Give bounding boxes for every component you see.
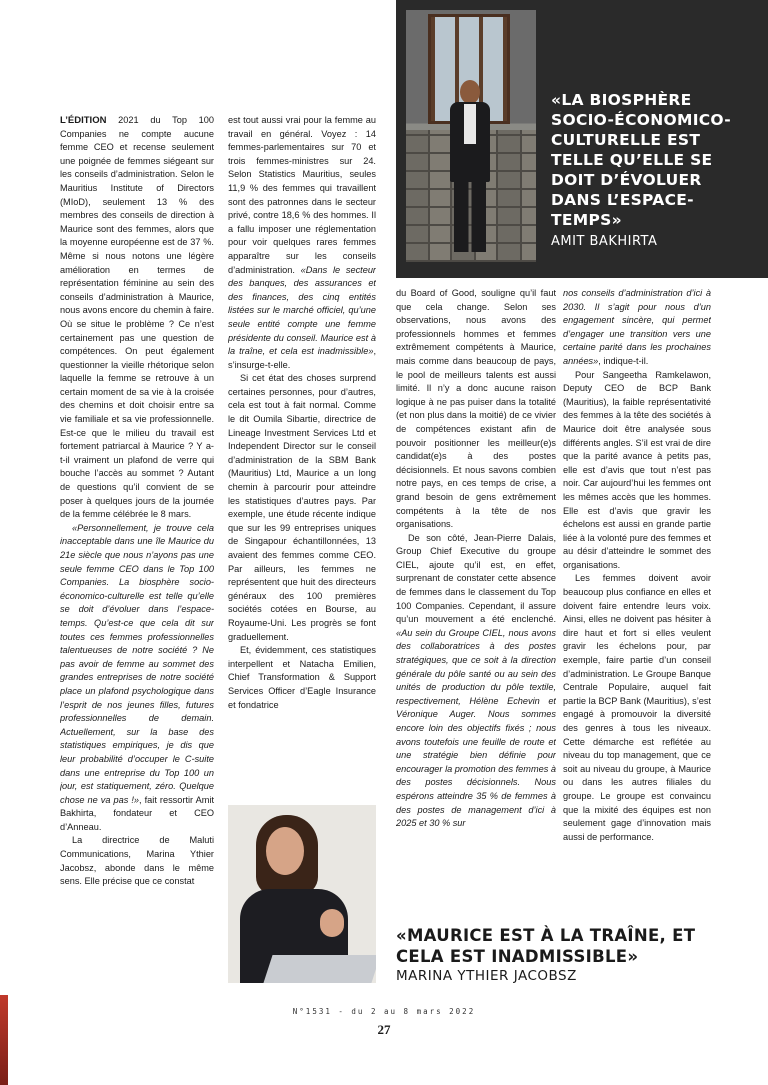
paragraph: Si cet état des choses surprend certaines personnes, pour d’autres, cela est tout à fait normal. Comme le dit Oumila Sibartie, directrice de Lineage Investment Services Ltd et Independent Director sur le conseil d’administration de la SBM Bank (Mauritius) Ltd, Maurice a un long chemin à parcourir pour atteindre les statistiques d’autres pays. Par exemple, une étude récente indique que sur les 99 entreprises uniques de Singapour échantillonnées, 13 avaient des femmes comme CEO. Par ailleurs, les femmes ne représentent que huit des directeurs généraux des 100 premières sociétés cotées en Bourse, au Royaume-Uni. Les progrès se font graduellement. — [228, 373, 376, 642]
quote-text: «Personnellement, je trouve cela inacceptable dans une île Maurice du 21e siècle que nous n’ayons pas une seule femme CEO dans le Top 100 Companies. La biosphère socio-économico-culturelle est telle qu’elle se doit d’évoluer dans l’espace-temps. Qu’est-ce que cela dit sur toutes ces femmes professionnelles talentueuses de notre société ? Ne pas avoir de femme au sommet des grandes entreprises de notre société place un plafond psychologique dans l’esprit de nos jeunes filles, futures professionnelles de demain. Actuellement, sur la base des statistiques empiriques, je dis que leur probabilité d’occuper le C-suite dans une entreprise du Top 100 un jour, est statiquement, zéro. Quelque chose ne va pas !» — [60, 522, 214, 805]
paragraph — [60, 114, 214, 522]
article-column-4 — [563, 287, 711, 907]
quote-text: «Au sein du Groupe CIEL, nous avons des collaboratrices à des postes stratégiques, que ce soit à la direction générale du pôle santé ou au sein des unités de production du pôle textile, respectivement, Hélène Echevin et Véronique Auger. Nous sommes encore loin des objectifs fixés ; nous avons toutefois une feuille de route et une stratégie bien définie pour encourager la promotion des femmes à des postes décisionnels. Nous espérons atteindre 35 % de femmes à des postes de management d’ici à 2025 et 30 % sur — [396, 627, 556, 829]
portrait-photo-woman — [228, 805, 376, 983]
text: De son côté, Jean-Pierre Dalais, Group Chief Executive du groupe CIEL, ajoute qu’il est, en effet, surprenant de constater cette absence de femmes dans le classement du Top 100 Companies. Cependant, il assure qu’un mouvement a été enclenché. — [396, 532, 556, 625]
lead-word: L’ÉDITION — [60, 115, 107, 126]
photo-figure-hand — [320, 909, 344, 937]
article-column-2 — [228, 114, 376, 794]
text: , s’insurge-t-elle. — [228, 346, 376, 370]
text: est tout aussi vrai pour la femme au travail en général. Voyez : 14 femmes-parlementaires sur 70 et trois femmes-ministres sur 24. Selon Statistics Mauritius, seules 11,9 % des femmes qui travaillent sont des patronnes dans le secteur privé, contre 18,6 % des hommes. Il a fallu imposer une réglementation pour voir quelques rares femmes apparaître sur les conseils d’administration. — [228, 115, 376, 275]
photo-figure-head — [460, 80, 480, 104]
text: , indique-t-il. — [598, 355, 649, 366]
paragraph: La directrice de Maluti Communications, Marina Ythier Jacobsz, abonde dans le même sens. Elle précise que ce constat — [60, 835, 214, 887]
article-column-1 — [60, 114, 214, 984]
quote-text: «Dans le secteur des banques, des assurances et des finances, des cinq entités listées sur le marché officiel, qu’une seule entité compte une femme présidente du conseil. Maurice est à la traîne, et cela est inadmissible» — [228, 264, 376, 357]
pull-quote-1-author: AMIT BAKHIRTA — [551, 234, 658, 249]
photo-laptop — [263, 955, 376, 983]
photo-figure-face — [266, 827, 304, 875]
quote-text: nos conseils d’administration d’ici à 2030. Il s’agit pour nous d’un engagement sincère, qui permet d’engager une transition vers une certaine parité dans les prochaines années» — [563, 288, 711, 366]
pull-quote-2: «MAURICE EST À LA TRAÎNE, ET CELA EST INADMISSIBLE» — [396, 926, 696, 966]
text: , fait ressortir Amit Bakhirta, fondateur et CEO d’Anneau. — [60, 794, 214, 832]
photo-figure-shirt — [464, 104, 476, 144]
paragraph — [563, 287, 711, 369]
paragraph — [396, 532, 556, 831]
article-column-3 — [396, 287, 556, 927]
photo-figure-legs — [454, 180, 486, 252]
pull-quote-2-author: MARINA YTHIER JACOBSZ — [396, 968, 577, 984]
page-number: 27 — [377, 1022, 391, 1037]
issue-info: N°1531 - du 2 au 8 mars 2022 — [292, 1007, 476, 1016]
paragraph: du Board of Good, souligne qu’il faut que cela change. Selon ses observations, nous avons des professionnels hommes et femmes extrêmement compétents à Maurice, mais comme dans beaucoup de pays, le pool de meilleurs talents est aussi limité. Il n’y a donc aucune raison logique à ne pas puiser dans la totalité (et non plus dans la moitié) de ce vivier de compétences existant afin de pouvoir positionner les meilleur(e)s candidat(e)s à des postes décisionnels. Et nous savons combien notre pays, en ces temps de crise, a grand besoin de gens extrêmement compétents à la tête de nos organisations. — [396, 288, 556, 530]
paragraph: Les femmes doivent avoir beaucoup plus confiance en elles et doivent faire entendre leurs voix. Ainsi, elles ne doivent pas hésiter à dire haut et fort si elles veulent gravir les échelons pour, par exemple, faire partie d’un conseil d’administration. Le Groupe Banque Centrale Populaire, auquel fait partie la BCP Bank (Mauritius), s’est engagé à promouvoir la diversité des genres à tous les niveaux. Cette démarche est reflétée au niveau du top management, que ce soit au niveau du groupe, à Maurice ou dans les autres filiales du groupe. Le groupe est convaincu que la mixité des équipes est non seulement gage d’innovation mais aussi de performance. — [563, 573, 711, 842]
paragraph — [60, 522, 214, 835]
paragraph: Pour Sangeetha Ramkelawon, Deputy CEO de BCP Bank (Mauritius), la faible représentativité des femmes à la tête des sociétés à Maurice doit être analysée sous différents angles. S’il est vrai de dire que la parité avance à petits pas, elle est d’avis que tout n’est pas noir. Car aujourd’hui les femmes ont les mêmes accès que les hommes. Elle est d’avis que gravir les échelons est aussi en grande partie liée à la volonté pure des femmes et au désir d’atteindre le sommet des organisations. — [563, 369, 711, 570]
pull-quote-1: «LA BIOSPHÈRE SOCIO-ÉCONOMICO-CULTURELLE EST TELLE QU’ELLE SE DOIT D’ÉVOLUER DANS L’ESPACE-TEMPS» — [551, 91, 731, 229]
paragraph — [228, 114, 376, 372]
paragraph: Et, évidemment, ces statistiques interpellent et Natacha Emilien, Chief Transformation & Support Services Officer d’Eagle Insurance et fondatrice — [228, 645, 376, 710]
portrait-photo-man — [406, 10, 536, 262]
text: 2021 du Top 100 Companies ne compte aucune femme CEO et recense seulement une poignée de femmes siégeant sur les conseils d’administration. Selon le Mauritius Institute of Directors (MIoD), seulement 13 % des membres des conseils de direction à Maurice sont des femmes, alors que la moyenne européenne est de 37 %. Même si nous notons une légère amélioration en termes de représentation féminine au sein des conseils d’administration à Maurice, nous avons encore du chemin à faire. Où se situe le problème ? Ce n’est certainement pas une question de compétences. On peut également questionner la vieille rhétorique selon laquelle la femme se retrouve à un certain moment de sa vie à la croisée des chemins et doit choisir entre sa vie familiale et sa vie professionnelle. Est-ce que le milieu du travail est fortement patriarcal à Maurice ? Y a-t-il vraiment un plafond de verre qui bouche l’accès au sommet ? Autant de questions qu’il convient de se poser à quelques jours de la journée de la femme célébrée le 8 mars. — [60, 115, 214, 520]
